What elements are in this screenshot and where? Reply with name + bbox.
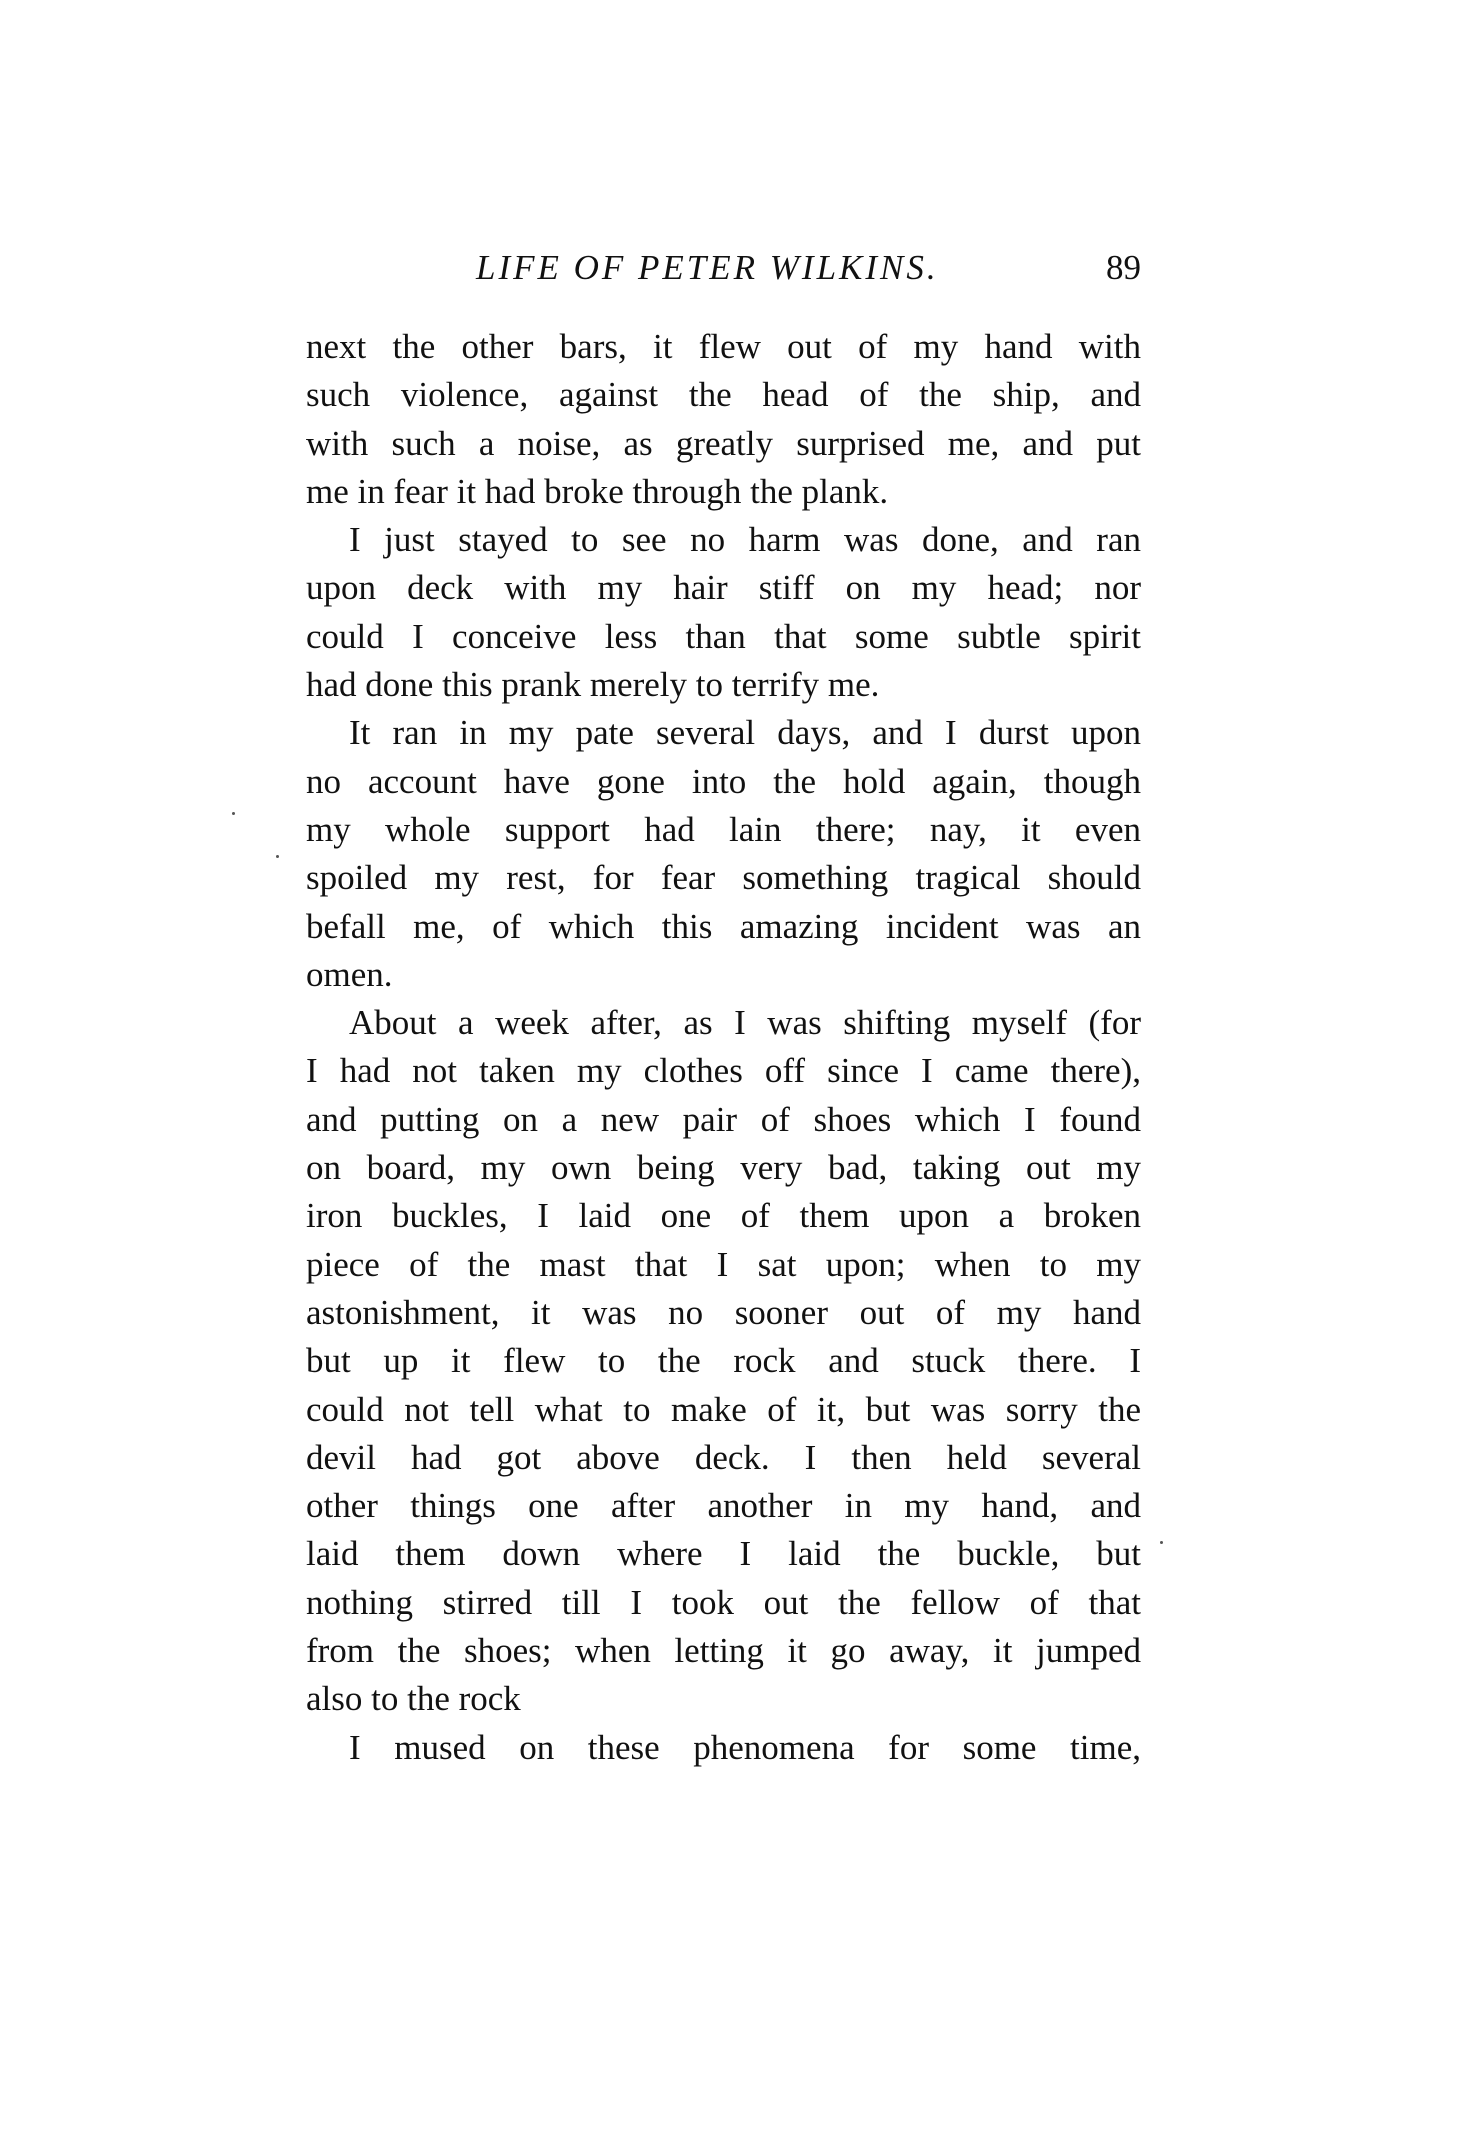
running-head <box>306 248 1141 298</box>
text-line: omen. <box>306 954 393 994</box>
text-line: my whole support had lain there; nay, it even <box>306 809 1141 849</box>
text-line: but up it flew to the rock and stuck there. I <box>306 1341 1141 1381</box>
text-line: other things one after another in my hand, and <box>306 1486 1141 1526</box>
body-text <box>306 323 1141 1772</box>
text-line: had done this prank merely to terrify me. <box>306 665 880 705</box>
scan-speck <box>1160 1541 1163 1544</box>
scan-speck <box>276 855 279 858</box>
text-line: I just stayed to see no harm was done, and ran <box>349 520 1141 560</box>
text-line: piece of the mast that I sat upon; when to my <box>306 1244 1141 1284</box>
text-line: devil had got above deck. I then held several <box>306 1437 1141 1477</box>
text-line: laid them down where I laid the buckle, but <box>306 1534 1141 1574</box>
text-line: such violence, against the head of the ship, and <box>306 375 1141 415</box>
text-line: astonishment, it was no sooner out of my hand <box>306 1292 1141 1332</box>
text-line: on board, my own being very bad, taking out my <box>306 1148 1141 1188</box>
text-line: iron buckles, I laid one of them upon a broken <box>306 1196 1141 1236</box>
text-line: I mused on these phenomena for some time, <box>349 1727 1141 1767</box>
text-line: and putting on a new pair of shoes which I found <box>306 1099 1141 1139</box>
text-line: me in fear it had broke through the plank. <box>306 471 889 511</box>
scan-speck <box>232 812 235 815</box>
text-line: from the shoes; when letting it go away, it jumped <box>306 1631 1141 1671</box>
text-line: About a week after, as I was shifting myself (for <box>349 1003 1141 1043</box>
text-line: spoiled my rest, for fear something tragical should <box>306 858 1141 898</box>
text-line: could I conceive less than that some subtle spirit <box>306 616 1141 656</box>
text-line: with such a noise, as greatly surprised me, and put <box>306 423 1141 463</box>
text-line: no account have gone into the hold again, though <box>306 761 1141 801</box>
text-line: next the other bars, it flew out of my hand with <box>306 327 1141 366</box>
text-line: befall me, of which this amazing incident was an <box>306 906 1141 946</box>
text-line: It ran in my pate several days, and I durst upon <box>349 713 1141 753</box>
text-line: also to the rock <box>306 1679 521 1719</box>
page-number: 89 <box>1106 248 1141 287</box>
text-line: I had not taken my clothes off since I came there), <box>306 1051 1141 1091</box>
text-line: could not tell what to make of it, but was sorry the <box>306 1389 1141 1429</box>
running-title: LIFE OF PETER WILKINS. <box>476 248 939 287</box>
text-line: upon deck with my hair stiff on my head; nor <box>306 568 1141 608</box>
text-line: nothing stirred till I took out the fellow of that <box>306 1582 1141 1622</box>
